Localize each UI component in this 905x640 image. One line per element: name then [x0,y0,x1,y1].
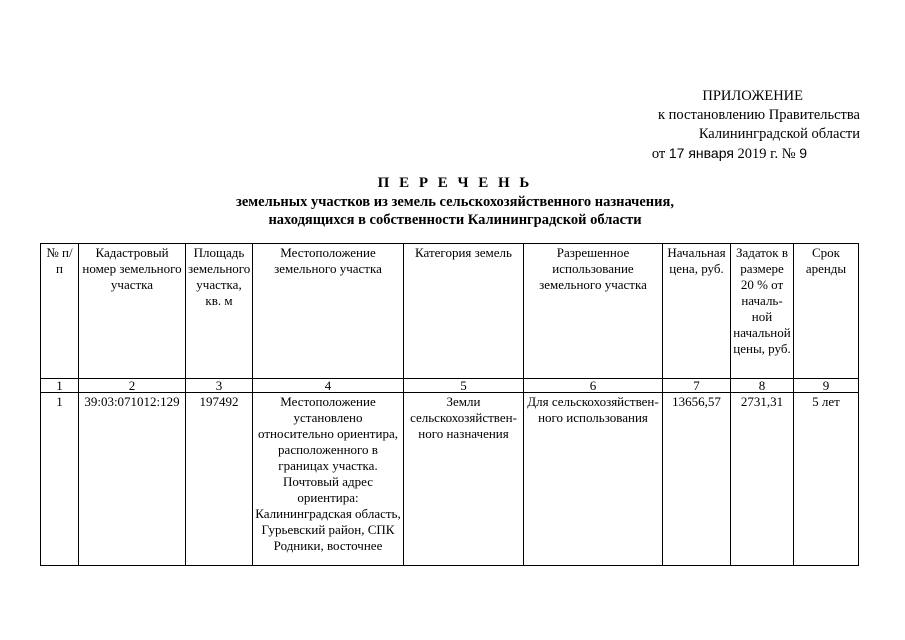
header-deposit: Задаток в размере 20 % от началь-ной начальной цены, руб. [731,244,794,379]
document-heading [150,174,760,229]
column-number: 5 [404,379,524,393]
column-number-row [41,379,859,393]
column-number: 1 [41,379,79,393]
cell-category: Земли сельскохозяйствен-ного назначения [404,393,524,566]
column-number: 6 [524,379,663,393]
column-number: 8 [731,379,794,393]
header-usage: Разрешенное использование земельного участка [524,244,663,379]
header-cadastral: Кадастровый номер земельного участка [79,244,186,379]
heading-subtitle-1: земельных участков из земель сельскохозяйственного назначения, [236,194,674,210]
heading-title: П Е Р Е Ч Е Н Ь [377,175,533,191]
date-prefix: от [651,146,666,162]
cell-term: 5 лет [794,393,859,566]
cell-location: Местоположение установлено относительно ориентира, расположенного в границах участка. Почтовый адрес ориентира: Калининградская область, Гурьевский район, СПК Родники, восточнее [253,393,404,566]
header-term: Срок аренды [794,244,859,379]
cell-price: 13656,57 [663,393,731,566]
cell-num: 1 [41,393,79,566]
header-area: Площадь земельного участка, кв. м [186,244,253,379]
header-num: № п/п [41,244,79,379]
column-number: 7 [663,379,731,393]
document-number: 9 [799,145,807,161]
date-year: 2019 г. № [737,146,796,162]
table-row [41,393,859,566]
table-header-row [41,244,859,379]
date-handwritten: 17 января [668,145,734,161]
header-price: Начальная цена, руб. [663,244,731,379]
land-plots-table [40,243,859,566]
heading-subtitle-2: находящихся в собственности Калининградской области [268,212,642,228]
appendix-date-line [600,144,860,164]
column-number: 3 [186,379,253,393]
column-number: 9 [794,379,859,393]
header-category: Категория земель [404,244,524,379]
column-number: 4 [253,379,404,393]
column-number: 2 [79,379,186,393]
cell-cadastral: 39:03:071012:129 [79,393,186,566]
header-location: Местоположение земельного участка [253,244,404,379]
appendix-line-region: Калининградской области [698,126,860,142]
cell-area: 197492 [186,393,253,566]
cell-usage: Для сельскохозяйствен-ного использования [524,393,663,566]
appendix-title: ПРИЛОЖЕНИЕ [702,88,803,104]
appendix-block [600,87,860,164]
cell-deposit: 2731,31 [731,393,794,566]
appendix-line-resolution: к постановлению Правительства [658,107,860,123]
